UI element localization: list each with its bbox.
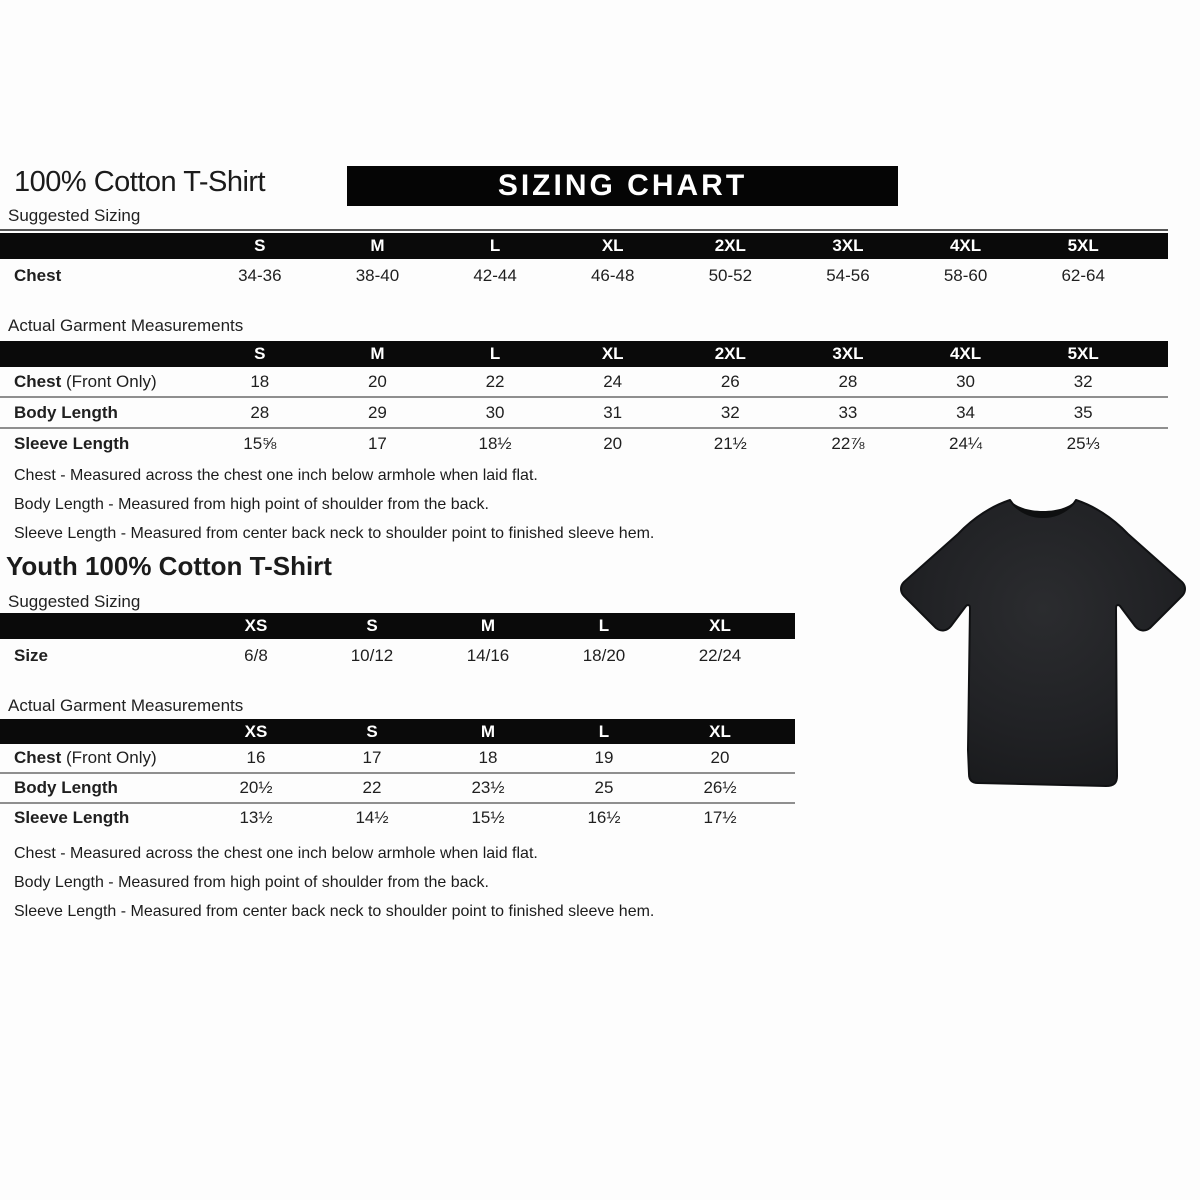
size-header: S [254, 344, 266, 363]
cell: 28 [838, 371, 858, 391]
row-label-suffix: (Front Only) [61, 748, 157, 767]
youth-actual-measurements-table [0, 719, 795, 832]
cell: 6/8 [244, 645, 268, 665]
size-header: M [370, 236, 385, 255]
cell: 14½ [355, 808, 389, 827]
size-header: M [480, 721, 496, 741]
note-chest: Chest - Measured across the chest one inch below armhole when laid flat. [14, 845, 538, 862]
banner-label: SIZING CHART [497, 169, 748, 202]
size-header: L [598, 616, 610, 635]
cell: 22 [362, 778, 382, 797]
cell: 22/24 [698, 645, 742, 665]
table-row-sleeve-length [0, 802, 795, 832]
adult-actual-measurements-label: Actual Garment Measurements [8, 316, 244, 335]
table-row-chest-front-only [0, 367, 1168, 396]
adult-measurement-notes [14, 461, 654, 548]
adult-suggested-sizing-table [0, 233, 1168, 292]
cell: 30 [485, 402, 505, 422]
row-label-text: Size [14, 645, 49, 665]
cell: 32 [720, 402, 740, 422]
size-header: 5XL [1067, 344, 1099, 363]
note-sleeve-length: Sleeve Length - Measured from center back neck to shoulder point to finished sleeve hem. [14, 525, 655, 542]
row-label-text: Sleeve Length [14, 808, 130, 827]
row-label-text: Chest [14, 371, 62, 391]
cell: 18 [478, 748, 498, 767]
cell: 46-48 [590, 265, 635, 285]
adult-suggested-sizing-label: Suggested Sizing [8, 206, 141, 225]
size-header: 2XL [714, 344, 746, 363]
suggested-sizing-underline [0, 229, 1168, 231]
row-label [0, 403, 201, 423]
cell: 38-40 [355, 265, 400, 285]
size-header: 5XL [1067, 236, 1099, 255]
row-label [0, 778, 198, 798]
row-label [0, 372, 201, 392]
table-row-size [0, 639, 795, 672]
cell: 21½ [713, 433, 747, 453]
youth-suggested-sizing-label: Suggested Sizing [8, 592, 141, 611]
cell: 25⅓ [1066, 433, 1100, 453]
adult-section-title: 100% Cotton T-Shirt [14, 166, 266, 198]
size-header: 4XL [949, 344, 982, 363]
cell: 31 [603, 402, 623, 422]
row-label-text: Body Length [14, 778, 118, 797]
cell: 19 [594, 748, 614, 767]
table-row-sleeve-length [0, 427, 1168, 458]
row-label [0, 748, 198, 768]
youth-actual-header-row [0, 719, 795, 744]
cell: 18/20 [582, 645, 626, 665]
adult-actual-measurements-table [0, 341, 1168, 458]
cell: 26 [720, 371, 740, 391]
row-label [0, 646, 198, 666]
row-label [0, 266, 201, 286]
cell: 35 [1073, 402, 1093, 422]
size-header: XS [244, 721, 268, 741]
note-body-length: Body Length - Measured from high point of shoulder from the back. [14, 496, 489, 513]
cell: 13½ [239, 808, 273, 827]
cell: 28 [250, 402, 270, 422]
note-chest: Chest - Measured across the chest one inch below armhole when laid flat. [14, 467, 538, 484]
cell: 34-36 [238, 265, 282, 285]
row-label [0, 434, 201, 454]
cell: 22 [485, 371, 505, 391]
cell: 14/16 [466, 645, 510, 665]
cell: 16 [246, 748, 266, 767]
size-header: S [366, 616, 378, 635]
cell: 54-56 [826, 265, 870, 285]
youth-measurement-notes [14, 839, 654, 926]
cell: 17 [362, 748, 382, 767]
cell: 17 [367, 433, 387, 453]
cell: 50-52 [708, 265, 753, 285]
size-header: 4XL [949, 236, 982, 255]
cell: 18½ [478, 433, 512, 453]
cell: 26½ [703, 778, 737, 797]
size-header: XL [709, 616, 731, 635]
table-row-chest-front-only [0, 744, 795, 772]
youth-section-title: Youth 100% Cotton T-Shirt [6, 551, 332, 581]
row-label-text: Chest [14, 748, 62, 767]
youth-suggested-header-row [0, 613, 795, 639]
table-row-body-length [0, 772, 795, 802]
size-header: 3XL [832, 344, 864, 363]
cell: 18 [250, 371, 270, 391]
cell: 17½ [703, 808, 737, 827]
cell: 23½ [471, 778, 505, 797]
size-header: M [480, 616, 496, 635]
sizing-chart-banner [347, 166, 898, 206]
adult-suggested-header-row [0, 233, 1168, 259]
adult-actual-header-row [0, 341, 1168, 367]
size-header: S [366, 721, 378, 741]
cell: 16½ [587, 808, 621, 827]
cell: 20 [603, 433, 623, 453]
row-label-text: Body Length [14, 402, 118, 422]
table-row-body-length [0, 396, 1168, 427]
cell: 22⅞ [831, 433, 865, 453]
youth-suggested-sizing-table [0, 613, 795, 672]
cell: 10/12 [350, 645, 394, 665]
row-label [0, 808, 198, 828]
size-header: L [489, 236, 501, 255]
size-header: XL [601, 344, 624, 363]
cell: 20 [367, 371, 387, 391]
cell: 20½ [239, 778, 273, 797]
row-label-text: Sleeve Length [14, 433, 130, 453]
cell: 34 [956, 402, 976, 422]
cell: 24¼ [949, 433, 983, 453]
size-header: L [489, 344, 501, 363]
row-label-text: Chest [14, 265, 62, 285]
cell: 33 [838, 402, 858, 422]
cell: 15⅝ [243, 433, 277, 453]
cell: 42-44 [473, 265, 517, 285]
cell: 62-64 [1061, 265, 1105, 285]
row-label-suffix: (Front Only) [61, 371, 157, 391]
cell: 20 [710, 748, 730, 767]
size-header: 3XL [832, 236, 864, 255]
size-header: XL [601, 236, 624, 255]
table-row-chest [0, 259, 1168, 292]
size-header: XL [709, 721, 731, 741]
cell: 24 [603, 371, 623, 391]
size-header: 2XL [714, 236, 746, 255]
cell: 25 [594, 778, 614, 797]
cell: 58-60 [943, 265, 988, 285]
note-sleeve-length: Sleeve Length - Measured from center back neck to shoulder point to finished sleeve hem. [14, 903, 655, 920]
size-header: S [254, 236, 266, 255]
youth-actual-measurements-label: Actual Garment Measurements [8, 696, 244, 715]
cell: 32 [1073, 371, 1093, 391]
note-body-length: Body Length - Measured from high point of shoulder from the back. [14, 874, 489, 891]
black-tshirt-image [888, 478, 1198, 808]
size-header: M [370, 344, 385, 363]
size-header: XS [244, 616, 268, 635]
cell: 30 [956, 371, 976, 391]
tshirt-body [901, 500, 1185, 786]
size-header: L [598, 721, 610, 741]
cell: 29 [367, 402, 387, 422]
cell: 15½ [471, 808, 505, 827]
